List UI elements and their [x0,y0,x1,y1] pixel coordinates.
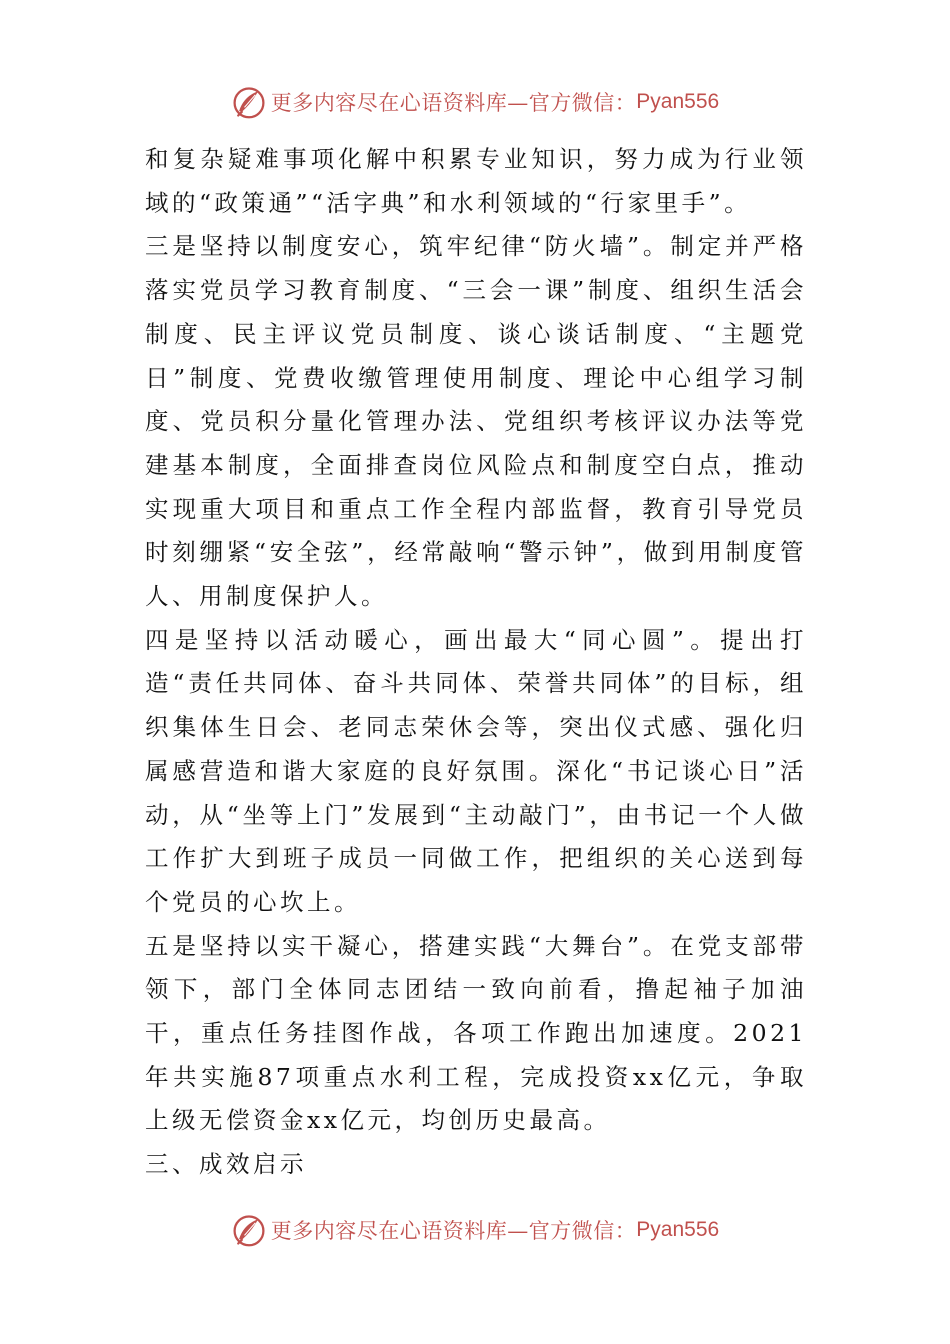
document-body [145,138,807,1187]
section-heading: 三、成效启示 [145,1150,307,1179]
footer-banner-id: Pyan556 [636,1218,720,1241]
pen-logo-icon [231,84,267,120]
header-banner [0,82,950,122]
footer-banner [0,1210,950,1250]
header-banner-id: Pyan556 [636,90,720,113]
paragraph-1: 和复杂疑难事项化解中积累专业知识，努力成为行业领域的“政策通”“活字典”和水利领域的“行家里手”。 [145,145,807,217]
paragraph-4: 五是坚持以实干凝心，搭建实践“大舞台”。在党支部带领下，部门全体同志团结一致向前看，撸起袖子加油干，重点任务挂图作战，各项工作跑出加速度。2021年共实施87项重点水利工程，完成投资xx亿元，争取上级无偿资金xx亿元，均创历史最高。 [145,931,807,1135]
footer-banner-text: 更多内容尽在心语资料库—官方微信： [270,1219,637,1243]
paragraph-2: 三是坚持以制度安心，筑牢纪律“防火墙”。制定并严格落实党员学习教育制度、“三会一课”制度、组织生活会制度、民主评议党员制度、谈心谈话制度、“主题党日”制度、党费收缴管理使用制度、理论中心组学习制度、党员积分量化管理办法、党组织考核评议办法等党建基本制度，全面排查岗位风险点和制度空白点，推动实现重大项目和重点工作全程内部监督，教育引导党员时刻绷紧“安全弦”，经常敲响“警示钟”，做到用制度管人、用制度保护人。 [145,232,807,611]
pen-logo-icon [231,1212,267,1248]
header-banner-text: 更多内容尽在心语资料库—官方微信： [270,91,637,115]
paragraph-3: 四是坚持以活动暖心，画出最大“同心圆”。提出打造“责任共同体、奋斗共同体、荣誉共同体”的目标，组织集体生日会、老同志荣休会等，突出仪式感、强化归属感营造和谐大家庭的良好氛围。深化“书记谈心日”活动，从“坐等上门”发展到“主动敲门”，由书记一个人做工作扩大到班子成员一同做工作，把组织的关心送到每个党员的心坎上。 [145,625,807,916]
